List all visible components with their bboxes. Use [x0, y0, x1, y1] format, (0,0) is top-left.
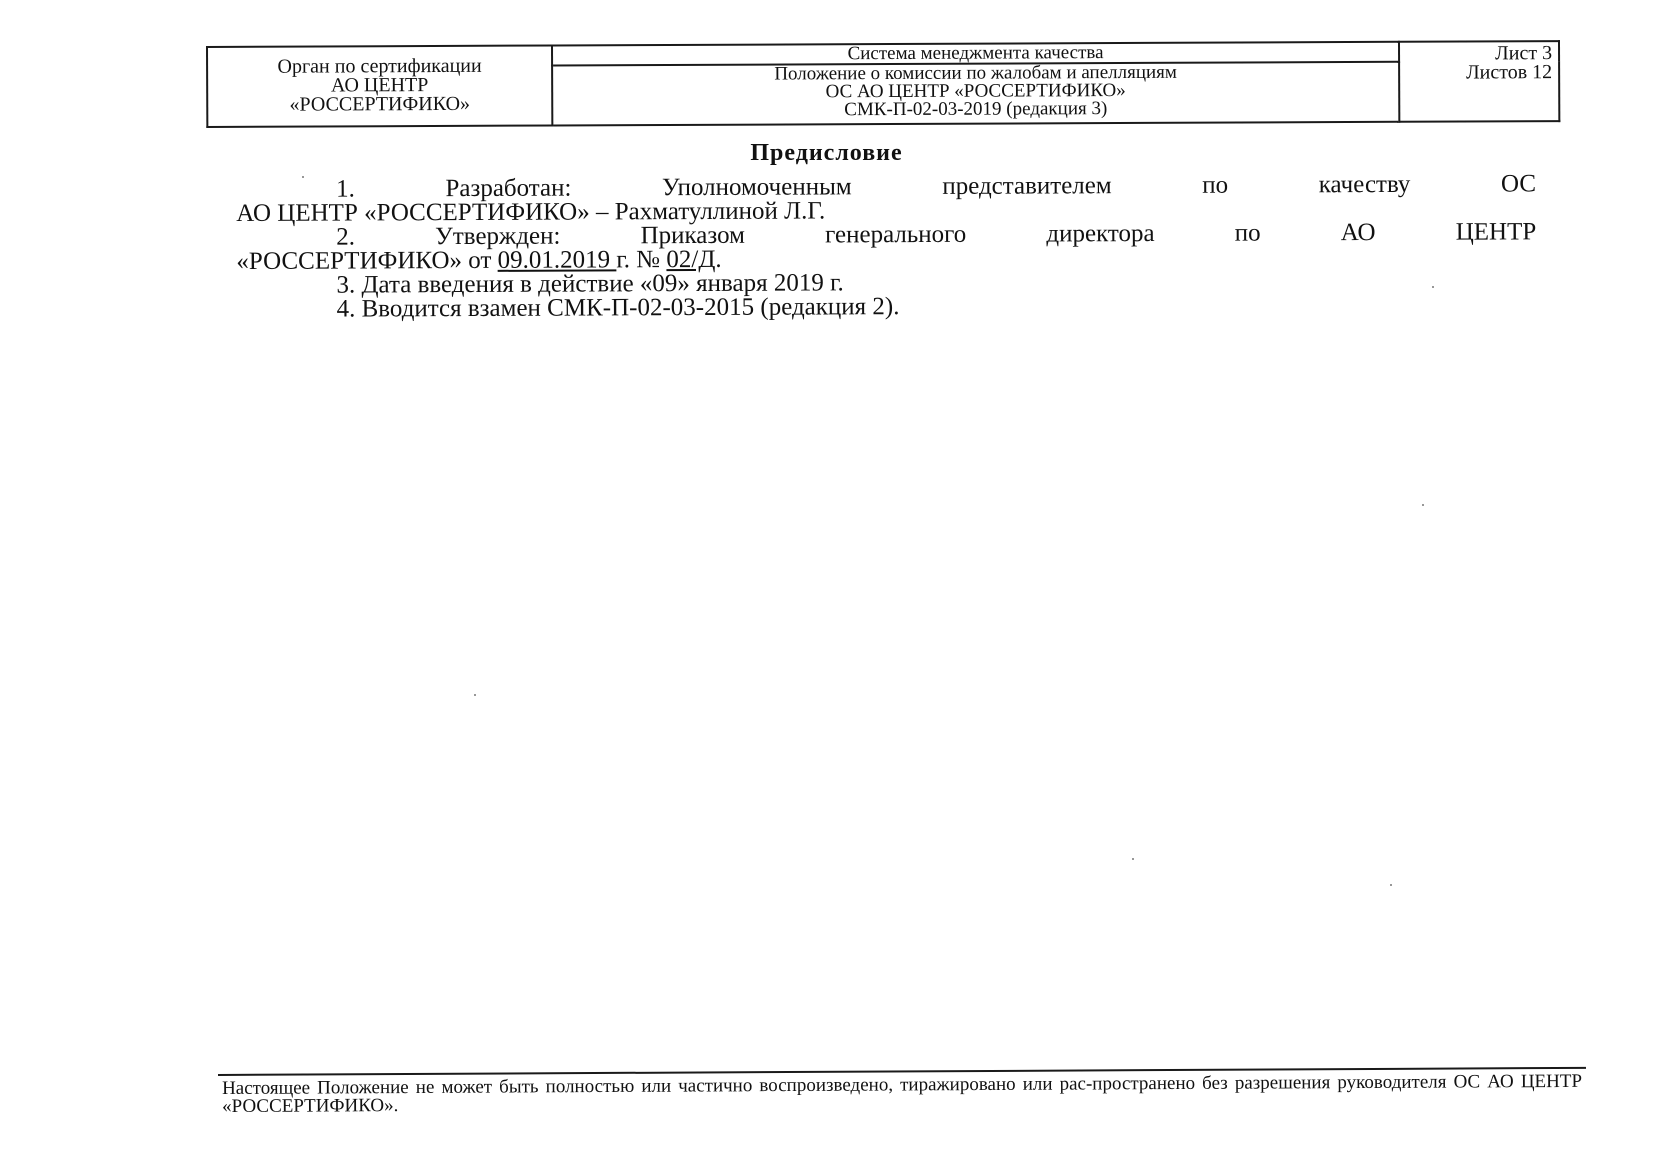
- item-2-line-2: «РОССЕРТИФИКО» от 09.01.2019 г. № 02/Д.: [236, 245, 722, 275]
- org-line-1: Орган по сертификации: [277, 54, 482, 78]
- item-2-line-1: 2. Утвержден: Приказом генерального директора по АО ЦЕНТР: [336, 218, 1537, 251]
- item-3: 3. Дата введения в действие «09» января 2019 г.: [336, 269, 844, 299]
- scan-speck: [474, 694, 476, 696]
- preface-body: [236, 172, 1537, 322]
- approval-date: 09.01.2019: [497, 246, 617, 274]
- copyright-notice: Настоящее Положение не может быть полностью или частично воспроизведено, тиражировано или рас-пространено без разрешения руководителя ОС АО ЦЕНТР «РОССЕРТИФИКО».: [221, 1070, 1583, 1117]
- sheet-number-cell: [1399, 41, 1559, 122]
- scan-speck: [1422, 504, 1424, 506]
- item-1-line-1: 1. Разработан: Уполномоченным представителем по качеству ОС: [335, 170, 1537, 203]
- section-title: Предисловие: [750, 140, 903, 166]
- doc-title-line-2: ОС АО ЦЕНТР «РОССЕРТИФИКО»: [825, 79, 1126, 103]
- scan-speck: [1432, 286, 1434, 288]
- document-title-cell: [552, 62, 1399, 126]
- quality-system-cell: Система менеджмента качества: [552, 42, 1399, 66]
- org-line-2: АО ЦЕНТР: [330, 74, 429, 97]
- scan-speck: [1132, 858, 1134, 860]
- order-number: 02/Д: [666, 245, 716, 274]
- item-1-line-2: АО ЦЕНТР «РОССЕРТИФИКО» – Рахматуллиной Л.Г.: [236, 197, 826, 227]
- doc-title-line-1: Положение о комиссии по жалобам и апелляциям: [774, 61, 1177, 85]
- certification-body-cell: [207, 45, 552, 127]
- scan-speck: [1390, 884, 1392, 886]
- sheets-total: Листов 12: [1466, 61, 1553, 84]
- sheet-number: Лист 3: [1495, 42, 1553, 65]
- item-4: 4. Вводится взамен СМК-П-02-03-2015 (редакция 2).: [336, 293, 900, 323]
- org-line-3: «РОССЕРТИФИКО»: [289, 92, 471, 116]
- scan-speck: [302, 176, 304, 178]
- doc-code: СМК-П-02-03-2019 (редакция 3): [844, 98, 1108, 121]
- document-header-table: [206, 40, 1560, 128]
